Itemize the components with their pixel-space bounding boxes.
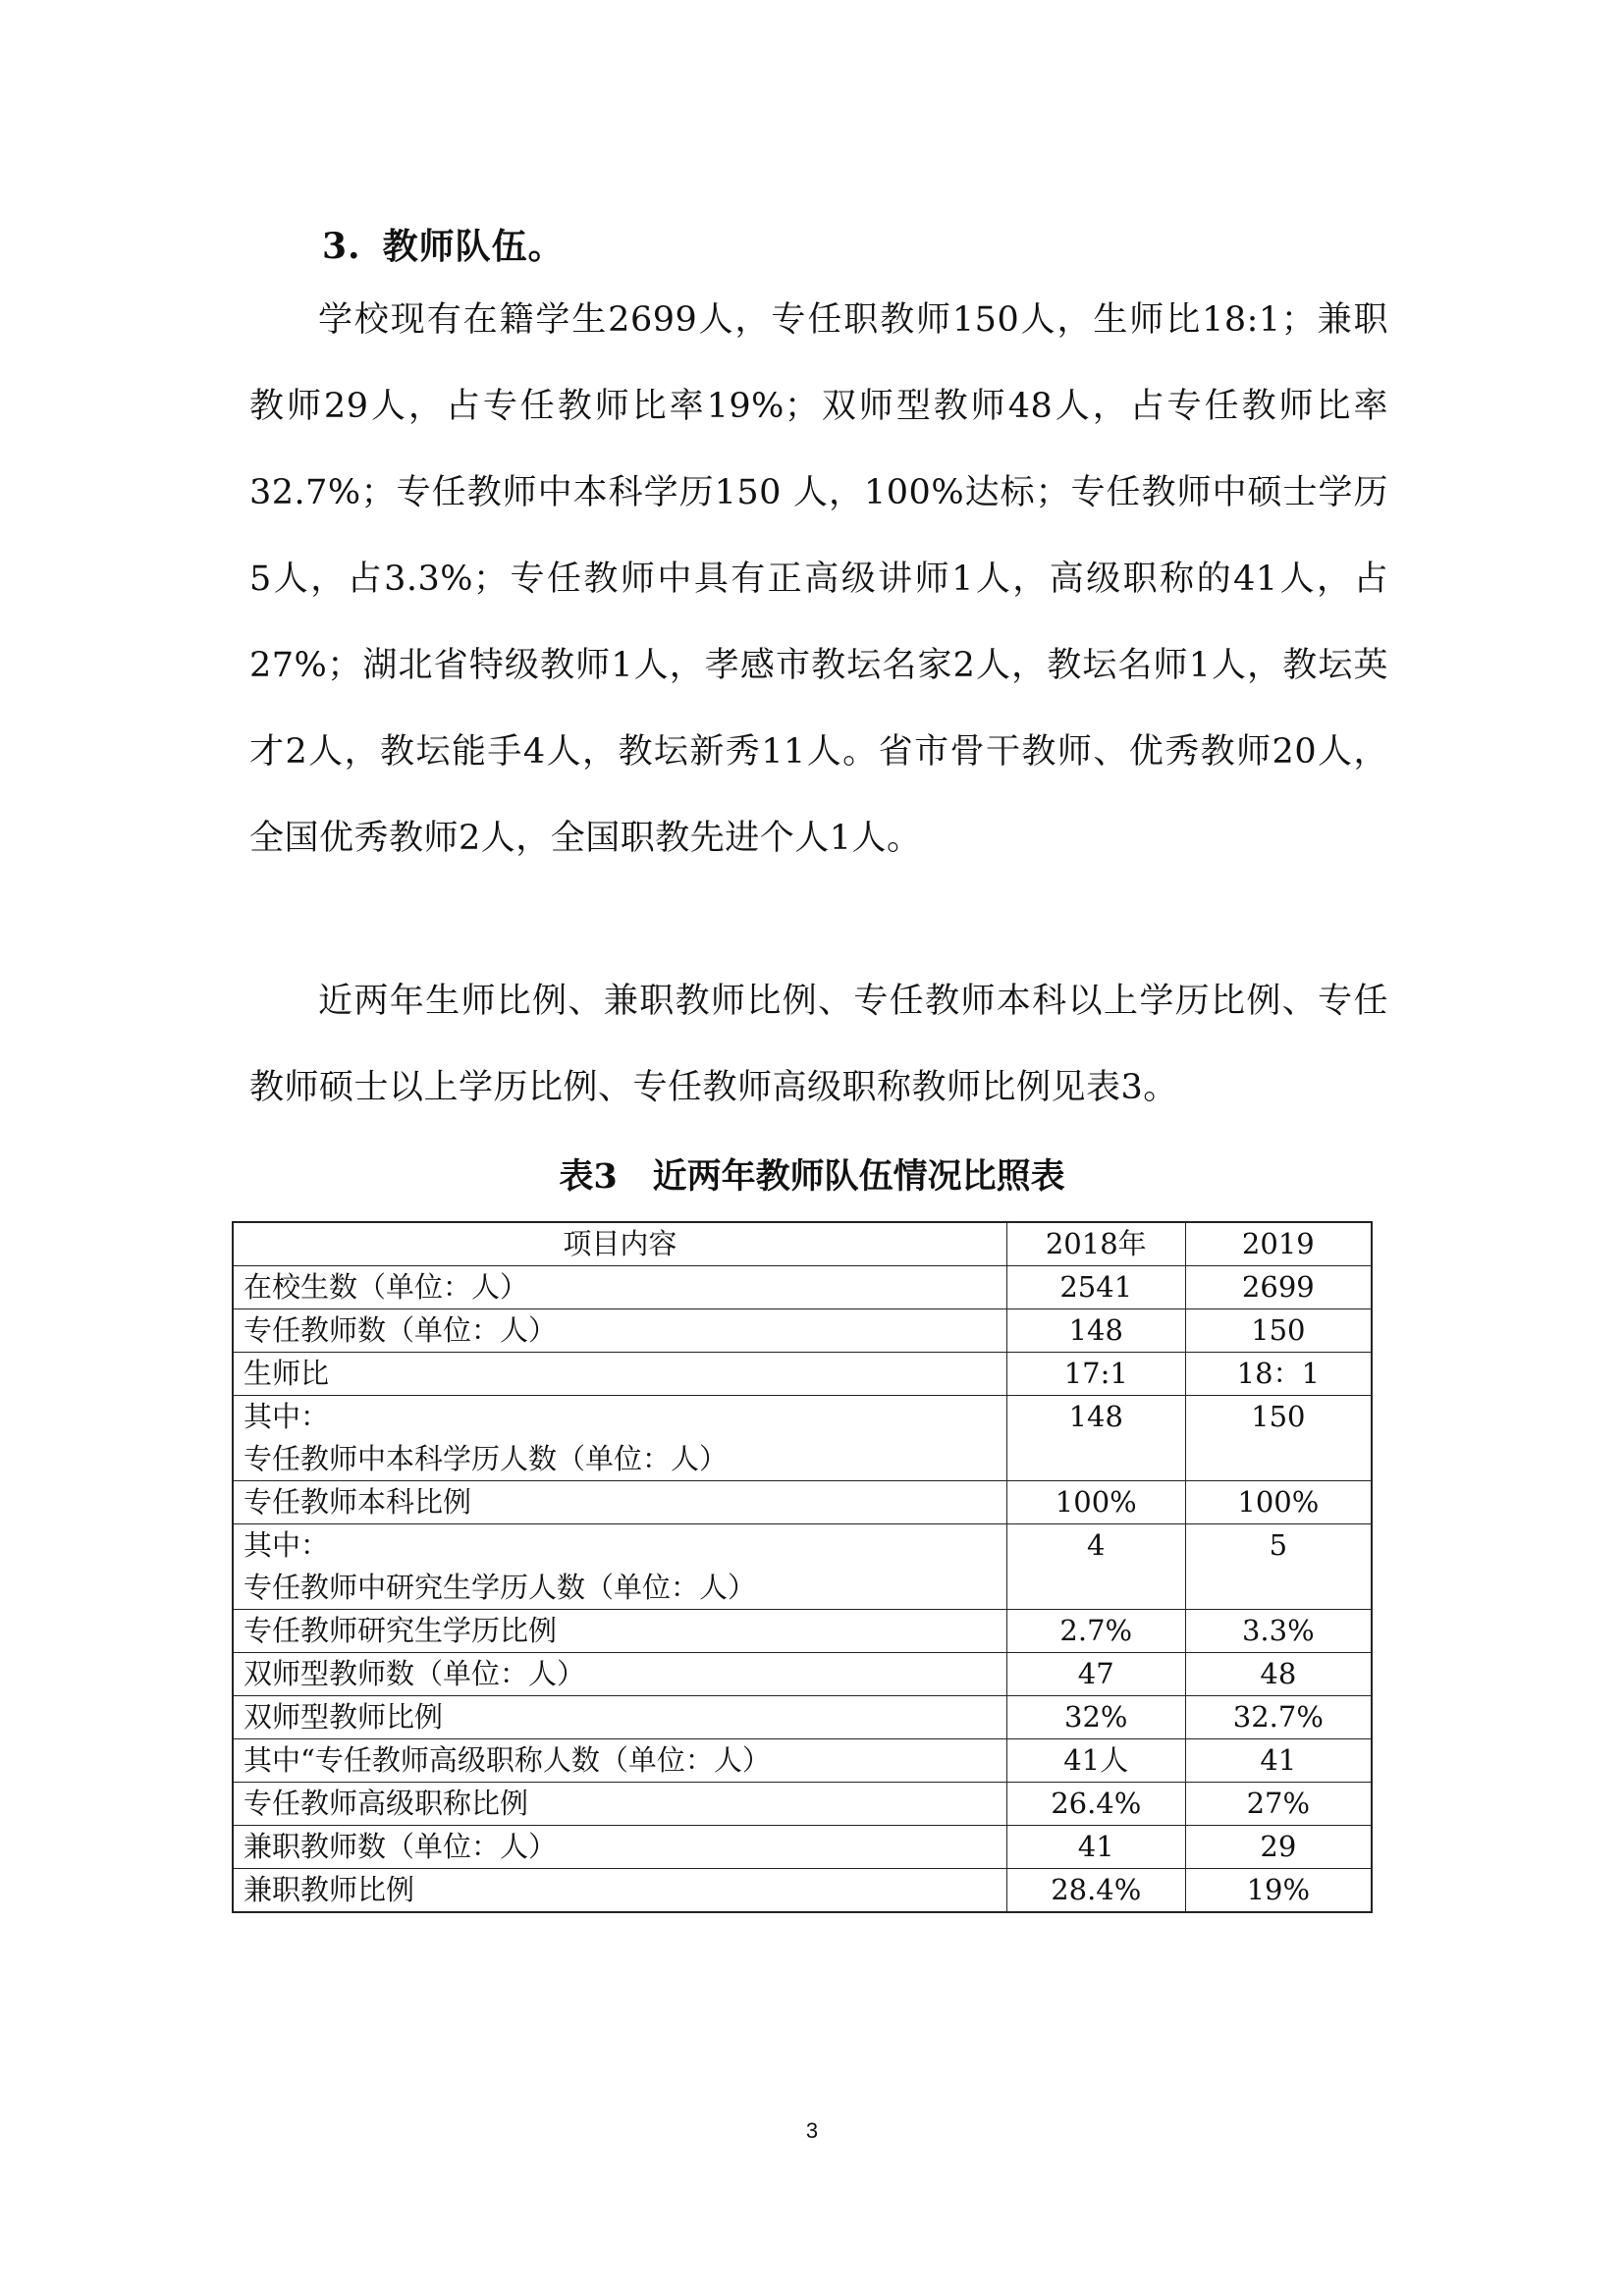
table-row xyxy=(233,1524,1372,1610)
row-label-line: 双师型教师比例 xyxy=(244,1700,444,1734)
table-row xyxy=(233,1481,1372,1524)
row-label-line: 专任教师中本科学历人数（单位：人） xyxy=(244,1442,729,1475)
row-label-line: 在校生数（单位：人） xyxy=(244,1270,529,1304)
teacher-comparison-table xyxy=(232,1221,1373,1913)
section-title: 教师队伍。 xyxy=(382,226,565,267)
cell-2018: 26.4% xyxy=(1006,1783,1185,1826)
table-caption-label: 表3 xyxy=(559,1156,618,1197)
row-label xyxy=(233,1353,1006,1396)
row-label-line: 专任教师数（单位：人） xyxy=(244,1313,558,1347)
cell-2019: 29 xyxy=(1185,1826,1372,1869)
row-label-line: 其中： xyxy=(244,1400,330,1433)
row-label xyxy=(233,1653,1006,1696)
cell-2018: 4 xyxy=(1006,1524,1185,1610)
paragraph-teacher-stats: 学校现有在籍学生2699人，专任职教师150人，生师比18:1；兼职教师29人，占专任教师比率19%；双师型教师48人，占专任教师比率32.7%；专任教师中本科学历150 人，100%达标；专任教师中硕士学历5人，占3.3%；专任教师中具有正高级讲师1人，高级职称的41人，占27%；湖北省特级教师1人，孝感市教坛名家2人，教坛名师1人，教坛英才2人，教坛能手4人，教坛新秀11人。省市骨干教师、优秀教师20人，全国优秀教师2人，全国职教先进个人1人。 xyxy=(249,300,1388,858)
cell-2019: 2699 xyxy=(1185,1266,1372,1309)
row-label xyxy=(233,1610,1006,1653)
table-row xyxy=(233,1266,1372,1309)
cell-2018: 2.7% xyxy=(1006,1610,1185,1653)
cell-2019: 48 xyxy=(1185,1653,1372,1696)
table-row xyxy=(233,1653,1372,1696)
row-label xyxy=(233,1696,1006,1739)
row-label-line: 其中： xyxy=(244,1528,330,1562)
row-label-line: 专任教师研究生学历比例 xyxy=(244,1614,558,1647)
cell-2019: 27% xyxy=(1185,1783,1372,1826)
cell-2019: 5 xyxy=(1185,1524,1372,1610)
row-label xyxy=(233,1309,1006,1353)
row-label xyxy=(233,1783,1006,1826)
row-label xyxy=(233,1481,1006,1524)
cell-2019: 150 xyxy=(1185,1396,1372,1481)
row-label-line: 专任教师中研究生学历人数（单位：人） xyxy=(244,1571,757,1604)
cell-2018: 148 xyxy=(1006,1396,1185,1481)
section-number: 3. xyxy=(322,226,361,267)
row-label xyxy=(233,1869,1006,1913)
cell-2018: 100% xyxy=(1006,1481,1185,1524)
cell-2018: 41人 xyxy=(1006,1739,1185,1783)
cell-2019: 18：1 xyxy=(1185,1353,1372,1396)
row-label-line: 生师比 xyxy=(244,1357,330,1390)
header-2018: 2018年 xyxy=(1006,1222,1185,1266)
cell-2018: 41 xyxy=(1006,1826,1185,1869)
table-row xyxy=(233,1869,1372,1913)
row-label-line: 双师型教师数（单位：人） xyxy=(244,1657,586,1690)
header-2019: 2019 xyxy=(1185,1222,1372,1266)
section-heading xyxy=(322,221,565,272)
cell-2018: 2541 xyxy=(1006,1266,1185,1309)
table-caption-text: 近两年教师队伍情况比照表 xyxy=(652,1156,1065,1197)
cell-2019: 32.7% xyxy=(1185,1696,1372,1739)
cell-2018: 17:1 xyxy=(1006,1353,1185,1396)
cell-2018: 148 xyxy=(1006,1309,1185,1353)
cell-2019: 19% xyxy=(1185,1869,1372,1913)
row-label xyxy=(233,1524,1006,1610)
table-row xyxy=(233,1739,1372,1783)
row-label-line: 其中“专任教师高级职称人数（单位：人） xyxy=(244,1743,771,1777)
row-label-line: 兼职教师比例 xyxy=(244,1873,415,1906)
table-caption xyxy=(0,1151,1624,1202)
table-row xyxy=(233,1309,1372,1353)
row-label-line: 专任教师本科比例 xyxy=(244,1485,472,1519)
table-row xyxy=(233,1396,1372,1481)
cell-2019: 3.3% xyxy=(1185,1610,1372,1653)
header-item: 项目内容 xyxy=(233,1222,1006,1266)
cell-2018: 32% xyxy=(1006,1696,1185,1739)
paragraph-table-intro: 近两年生师比例、兼职教师比例、专任教师本科以上学历比例、专任教师硕士以上学历比例、专任教师高级职称教师比例见表3。 xyxy=(249,982,1388,1107)
table-row xyxy=(233,1610,1372,1653)
row-label-line: 兼职教师数（单位：人） xyxy=(244,1830,558,1863)
cell-2019: 150 xyxy=(1185,1309,1372,1353)
cell-2018: 28.4% xyxy=(1006,1869,1185,1913)
row-label xyxy=(233,1266,1006,1309)
row-label xyxy=(233,1826,1006,1869)
table-row xyxy=(233,1696,1372,1739)
table-row xyxy=(233,1783,1372,1826)
cell-2019: 100% xyxy=(1185,1481,1372,1524)
cell-2018: 47 xyxy=(1006,1653,1185,1696)
table-body xyxy=(233,1266,1372,1913)
cell-2019: 41 xyxy=(1185,1739,1372,1783)
table-row xyxy=(233,1353,1372,1396)
table-row xyxy=(233,1826,1372,1869)
page-number: 3 xyxy=(805,2118,819,2143)
table-header-row xyxy=(233,1222,1372,1266)
row-label xyxy=(233,1739,1006,1783)
row-label xyxy=(233,1396,1006,1481)
row-label-line: 专任教师高级职称比例 xyxy=(244,1787,529,1820)
